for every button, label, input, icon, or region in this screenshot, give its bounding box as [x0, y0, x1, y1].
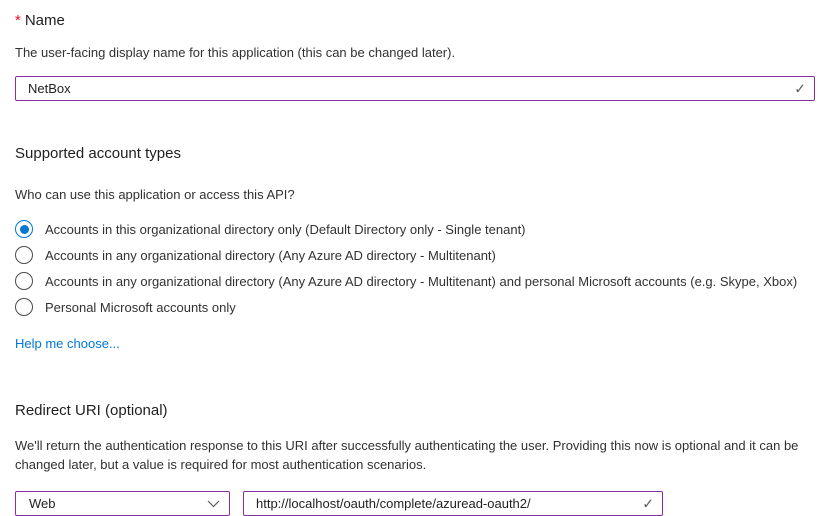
radio-option-label: Personal Microsoft accounts only: [45, 299, 236, 315]
radio-option-label: Accounts in any organizational directory (Any Azure AD directory - Multitenant) and personal Microsoft accounts (e.g. Skype, Xbox): [45, 273, 798, 289]
account-types-radio-group: [15, 216, 815, 320]
validation-checkmark-icon: ✓: [642, 495, 654, 512]
radio-option-multitenant[interactable]: [15, 242, 815, 268]
platform-select-dropdown[interactable]: [15, 491, 230, 516]
name-description: The user-facing display name for this application (this can be changed later).: [15, 45, 456, 60]
redirect-uri-controls: [15, 491, 815, 516]
redirect-uri-input-container: [243, 491, 663, 516]
name-input-container: [15, 76, 815, 101]
radio-button-icon[interactable]: [15, 246, 33, 264]
radio-option-label: Accounts in this organizational directory only (Default Directory only - Single tenant): [45, 221, 526, 237]
validation-checkmark-icon: ✓: [794, 80, 806, 97]
account-types-question: Who can use this application or access this API?: [15, 187, 295, 202]
radio-option-label: Accounts in any organizational directory (Any Azure AD directory - Multitenant): [45, 247, 496, 263]
radio-option-personal-only[interactable]: [15, 294, 815, 320]
radio-button-icon[interactable]: [15, 298, 33, 316]
help-me-choose-link[interactable]: Help me choose...: [15, 336, 120, 351]
name-title-text: Name: [24, 12, 65, 29]
redirect-uri-description: We'll return the authentication response to this URI after successfully authenticating the user. Providing this now is optional and it can be changed later, but a value is required for most authentication scenarios.: [15, 438, 799, 472]
required-asterisk: *: [15, 12, 21, 29]
radio-button-icon[interactable]: [15, 220, 33, 238]
platform-selected-value: Web: [29, 496, 56, 511]
radio-button-icon[interactable]: [15, 272, 33, 290]
redirect-uri-input[interactable]: [243, 491, 663, 516]
name-section-title: [15, 11, 815, 31]
chevron-down-icon: [207, 500, 220, 508]
radio-option-multitenant-personal[interactable]: [15, 268, 815, 294]
redirect-uri-section-title: Redirect URI (optional): [15, 402, 168, 419]
name-input[interactable]: [15, 76, 815, 101]
account-types-section-title: Supported account types: [15, 145, 181, 162]
radio-option-single-tenant[interactable]: [15, 216, 815, 242]
